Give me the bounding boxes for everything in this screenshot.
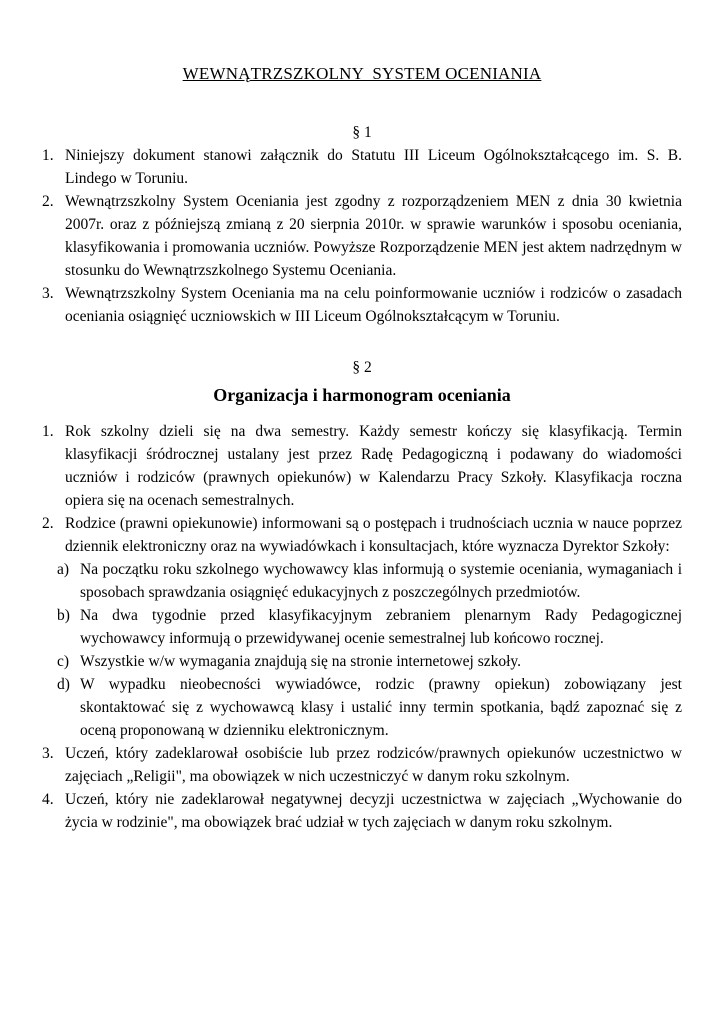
item-text: W wypadku nieobecności wywiadówce, rodzic (prawny opiekun) zobowiązany jest skontaktować się z wychowawcą klasy i ustalić inny termin spotkania, bądź zapoznać się z oceną proponowaną w dzienniku elektronicznym.: [80, 676, 682, 739]
sublist-item-a: [57, 558, 682, 604]
item-text: Niniejszy dokument stanowi załącznik do Statutu III Liceum Ogólnokształcącego im. S. B. Lindego w Toruniu.: [65, 147, 682, 187]
list-item-2-1: [42, 420, 682, 512]
section-1-heading: § 1: [352, 124, 372, 141]
list-item-1-1: [42, 144, 682, 190]
list-item-1-3: [42, 282, 682, 328]
list-item-2-3: [42, 742, 682, 788]
section-1: [42, 121, 682, 328]
section-2: [42, 356, 682, 834]
item-number: 3.: [42, 285, 54, 302]
item-number: 4.: [42, 791, 54, 808]
item-text: Wewnątrzszkolny System Oceniania ma na celu poinformowanie uczniów i rodziców o zasadach oceniania osiągnięć uczniowskich w III Liceum Ogólnokształcącym w Toruniu.: [65, 285, 682, 325]
section-1-list: [42, 144, 682, 328]
item-text: Rok szkolny dzieli się na dwa semestry. Każdy semestr kończy się klasyfikacją. Termin klasyfikacji śródrocznej ustalany jest przez Radę Pedagogiczną i podawany do wiadomości uczniów i rodziców (prawnych opiekunów) w Kalendarzu Pracy Szkoły. Klasyfikacja roczna opiera się na ocenach semestralnych.: [65, 423, 682, 509]
item-number: 1.: [42, 147, 54, 164]
sublist-item-b: [57, 604, 682, 650]
item-letter: d): [57, 676, 70, 693]
item-text: Wszystkie w/w wymagania znajdują się na stronie internetowej szkoły.: [80, 653, 522, 670]
item-letter: c): [57, 653, 70, 670]
item-text: Uczeń, który nie zadeklarował negatywnej decyzji uczestnictwa w zajęciach „Wychowanie do życia w rodzinie", ma obowiązek brać udział w tych zajęciach w danym roku szkolnym.: [65, 791, 682, 831]
item-number: 3.: [42, 745, 54, 762]
item-text: Wewnątrzszkolny System Oceniania jest zgodny z rozporządzeniem MEN z dnia 30 kwietnia 2007r. oraz z późniejszą zmianą z 20 sierpnia 2010r. w sprawie warunków i sposobu oceniania, klasyfikowania i promowania uczniów. Powyższe Rozporządzenie MEN jest aktem nadrzędnym w stosunku do Wewnątrzszkolnego Systemu Oceniania.: [65, 193, 682, 279]
list-item-2-2: [42, 512, 682, 558]
item-number: 1.: [42, 423, 54, 440]
item-text: Na dwa tygodnie przed klasyfikacyjnym zebraniem plenarnym Rady Pedagogicznej wychowawcy informują o przewidywanej ocenie semestralnej lub końcowo rocznej.: [80, 607, 682, 647]
list-item-2-4: [42, 788, 682, 834]
list-item-1-2: [42, 190, 682, 282]
item-text: Rodzice (prawni opiekunowie) informowani są o postępach i trudnościach ucznia w nauce poprzez dziennik elektroniczny oraz na wywiadówkach i konsultacjach, które wyznacza Dyrektor Szkoły:: [65, 515, 682, 555]
item-letter: a): [57, 561, 70, 578]
item-number: 2.: [42, 193, 54, 210]
section-2-heading: § 2: [352, 359, 372, 376]
sublist-item-c: [57, 650, 682, 673]
item-letter: b): [57, 607, 70, 624]
sublist-item-d: [57, 673, 682, 742]
item-text: Na początku roku szkolnego wychowawcy klas informują o systemie oceniania, wymaganiach i sposobach sprawdzania osiągnięć edukacyjnych z poszczególnych przedmiotów.: [80, 561, 682, 601]
sublist-2-2: [42, 558, 682, 742]
document-title: WEWNĄTRZSZKOLNY SYSTEM OCENIANIA: [182, 64, 542, 83]
section-2-list: [42, 420, 682, 834]
item-text: Uczeń, który zadeklarował osobiście lub przez rodziców/prawnych opiekunów uczestnictwo w zajęciach „Religii", ma obowiązek w nich uczestniczyć w danym roku szkolnym.: [65, 745, 682, 785]
item-number: 2.: [42, 515, 54, 532]
section-2-subtitle: Organizacja i harmonogram oceniania: [213, 385, 511, 405]
